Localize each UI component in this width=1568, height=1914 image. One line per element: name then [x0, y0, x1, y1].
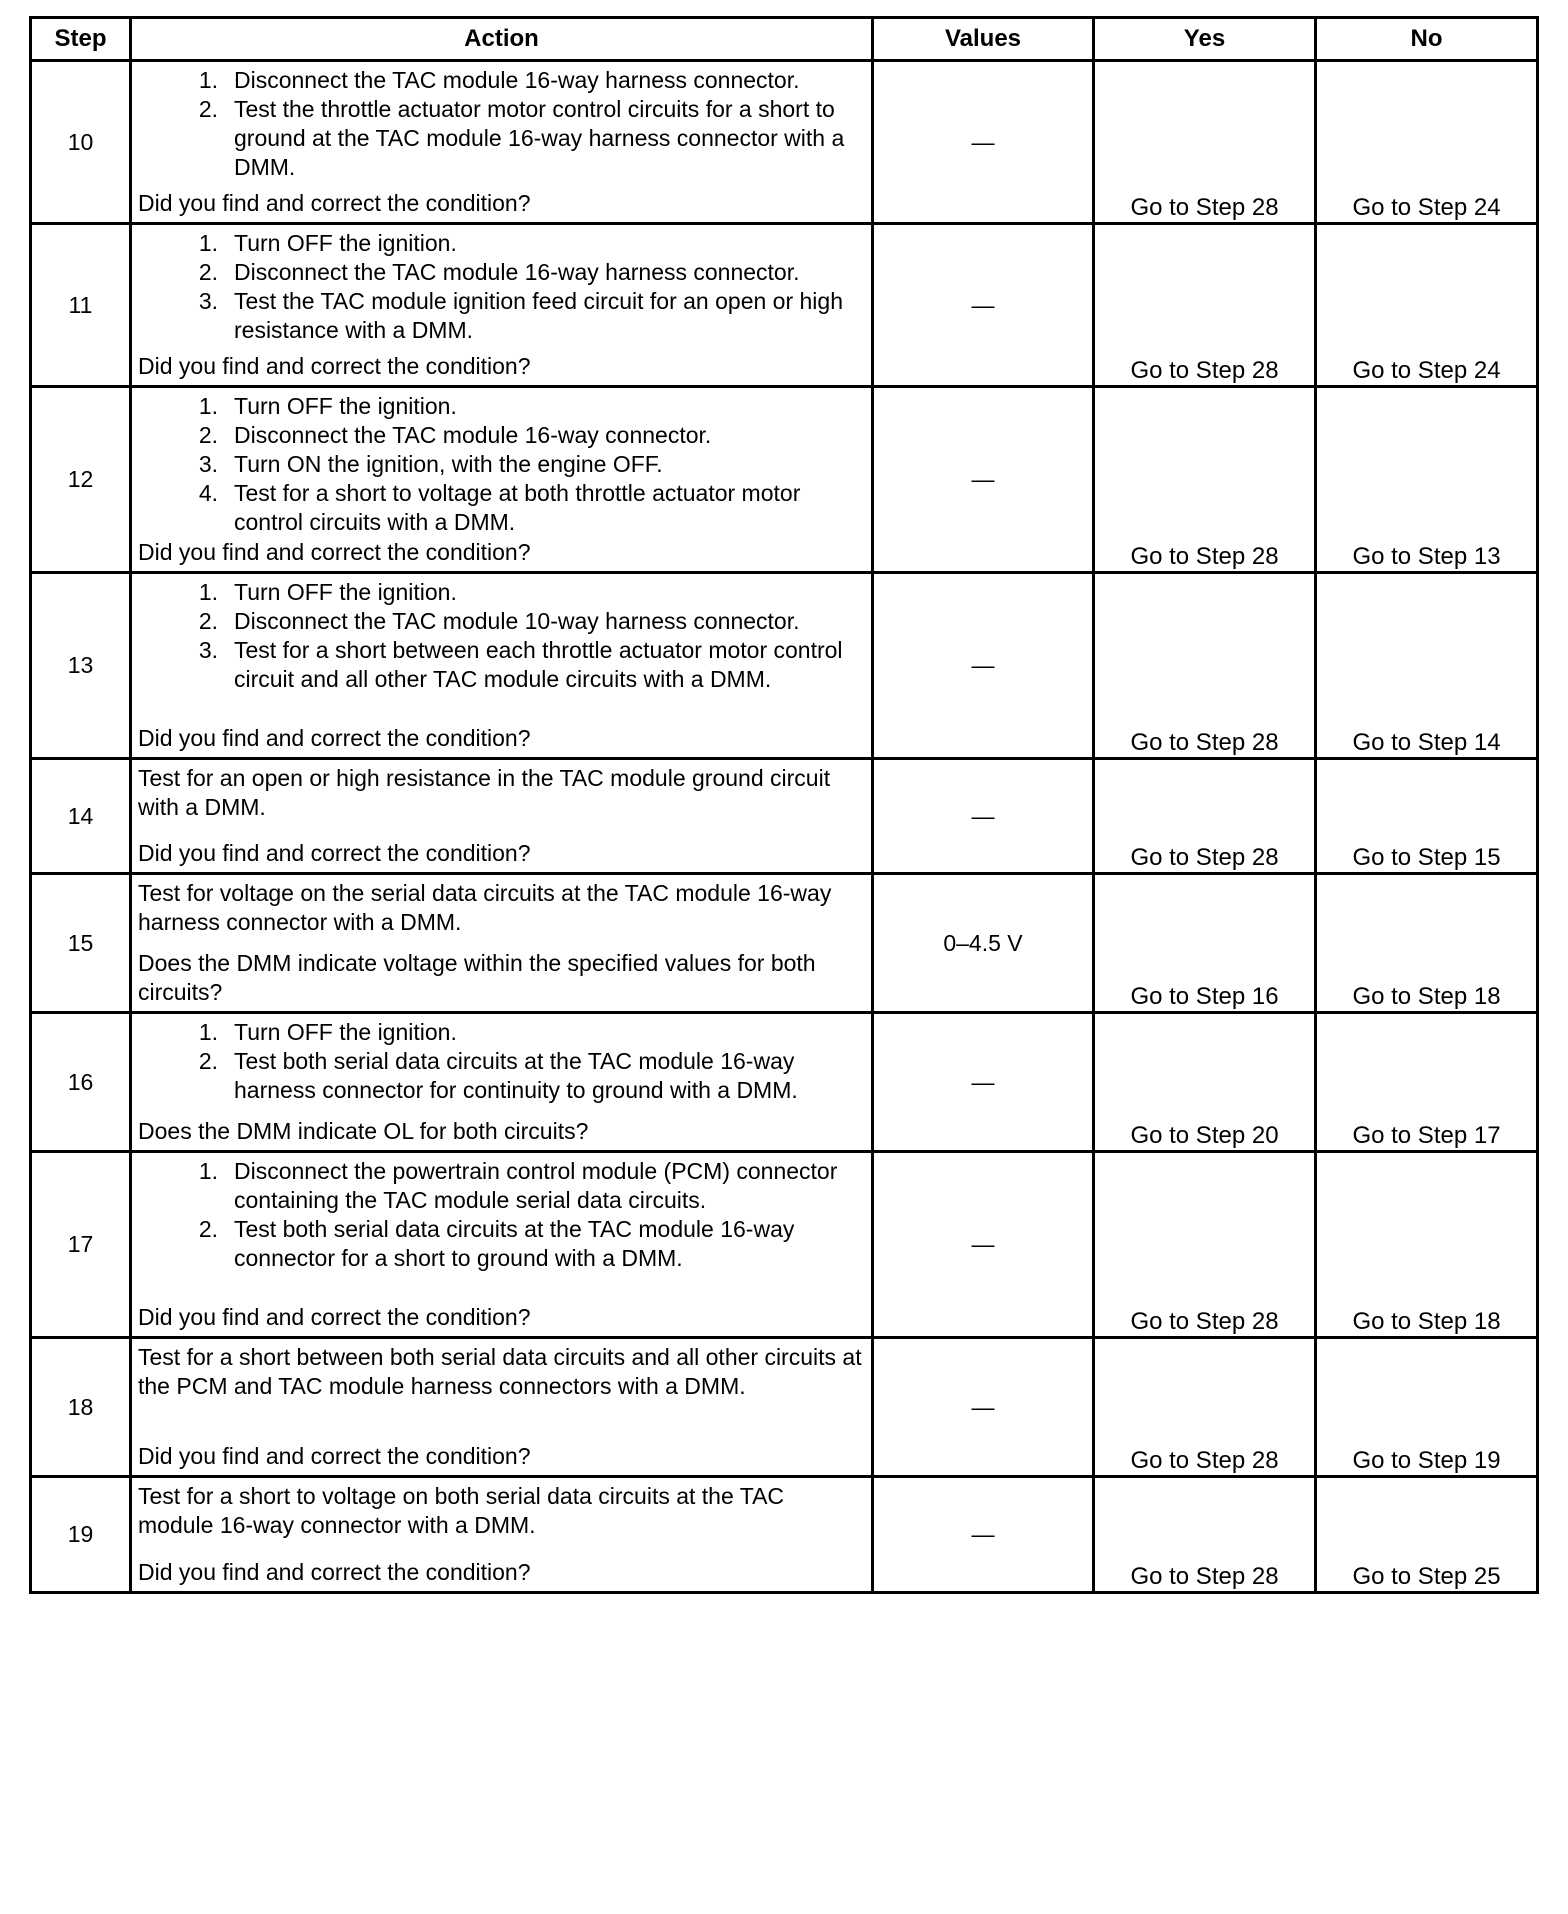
table-row — [31, 1013, 1538, 1152]
action-step-number: 3. — [198, 451, 218, 477]
action-step-text: Disconnect the TAC module 10-way harness connector. — [234, 608, 800, 634]
action-step-number: 1. — [198, 1158, 218, 1184]
values-cell: — — [873, 573, 1094, 759]
action-step-text: Disconnect the TAC module 16-way connector. — [234, 422, 712, 448]
yes-result: Go to Step 28 — [1094, 759, 1316, 874]
action-instructions — [138, 578, 863, 694]
step-number: 12 — [31, 387, 131, 573]
table-body — [31, 61, 1538, 1593]
action-step — [138, 636, 863, 694]
action-question: Did you find and correct the condition? — [138, 1559, 531, 1585]
action-instructions — [138, 1482, 863, 1540]
action-step-number: 1. — [198, 579, 218, 605]
header-step: Step — [31, 18, 131, 61]
action-question: Did you find and correct the condition? — [138, 840, 531, 866]
action-question: Did you find and correct the condition? — [138, 725, 531, 751]
action-intro: Test for a short to voltage on both serial data circuits at the TAC module 16-way connector with a DMM. — [138, 1483, 785, 1538]
yes-result: Go to Step 28 — [1094, 224, 1316, 387]
action-step-number: 1. — [198, 393, 218, 419]
action-cell — [131, 759, 873, 874]
action-content — [132, 760, 871, 872]
values-cell: — — [873, 1152, 1094, 1338]
no-result: Go to Step 25 — [1316, 1477, 1538, 1593]
action-step-text: Test both serial data circuits at the TAC module 16-way harness connector for continuity to ground with a DMM. — [234, 1048, 798, 1103]
action-content — [132, 225, 871, 385]
action-intro: Test for voltage on the serial data circuits at the TAC module 16-way harness connector with a DMM. — [138, 880, 832, 935]
action-cell — [131, 224, 873, 387]
action-content — [132, 388, 871, 571]
table-row — [31, 1152, 1538, 1338]
step-number: 11 — [31, 224, 131, 387]
action-step-number: 2. — [198, 422, 218, 448]
action-steps-list — [138, 392, 863, 537]
action-step — [138, 392, 863, 421]
no-result: Go to Step 18 — [1316, 874, 1538, 1013]
action-step — [138, 479, 863, 537]
action-question: Did you find and correct the condition? — [138, 353, 531, 379]
values-cell: — — [873, 61, 1094, 224]
header-row — [31, 18, 1538, 61]
yes-result: Go to Step 28 — [1094, 61, 1316, 224]
action-instructions — [138, 1018, 863, 1105]
action-step-number: 2. — [198, 608, 218, 634]
action-steps-list — [138, 1018, 863, 1105]
action-step — [138, 95, 863, 182]
action-step — [138, 1215, 863, 1273]
action-content — [132, 574, 871, 757]
action-step-text: Test both serial data circuits at the TAC module 16-way connector for a short to ground with a DMM. — [234, 1216, 795, 1271]
values-cell: — — [873, 1013, 1094, 1152]
no-result: Go to Step 15 — [1316, 759, 1538, 874]
yes-result: Go to Step 28 — [1094, 1152, 1316, 1338]
header-action: Action — [131, 18, 873, 61]
action-step-text: Test the TAC module ignition feed circuit for an open or high resistance with a DMM. — [234, 288, 843, 343]
action-step-number: 3. — [198, 288, 218, 314]
step-number: 16 — [31, 1013, 131, 1152]
table-row — [31, 874, 1538, 1013]
action-instructions — [138, 1343, 863, 1401]
action-step — [138, 229, 863, 258]
action-question: Does the DMM indicate voltage within the specified values for both circuits? — [138, 950, 816, 1005]
action-step-number: 2. — [198, 1048, 218, 1074]
action-content — [132, 875, 871, 1011]
action-step-number: 2. — [198, 1216, 218, 1242]
step-number: 19 — [31, 1477, 131, 1593]
action-content — [132, 1014, 871, 1150]
action-step-text: Disconnect the powertrain control module (PCM) connector containing the TAC module serial data circuits. — [234, 1158, 838, 1213]
step-number: 18 — [31, 1338, 131, 1477]
step-number: 15 — [31, 874, 131, 1013]
action-step — [138, 258, 863, 287]
action-instructions — [138, 66, 863, 182]
no-result: Go to Step 19 — [1316, 1338, 1538, 1477]
action-cell — [131, 573, 873, 759]
action-instructions — [138, 1157, 863, 1273]
action-step-text: Test for a short between each throttle actuator motor control circuit and all other TAC module circuits with a DMM. — [234, 637, 843, 692]
action-intro: Test for an open or high resistance in the TAC module ground circuit with a DMM. — [138, 765, 831, 820]
header-yes: Yes — [1094, 18, 1316, 61]
action-steps-list — [138, 229, 863, 345]
action-step — [138, 1157, 863, 1215]
yes-result: Go to Step 28 — [1094, 1338, 1316, 1477]
action-instructions — [138, 392, 863, 537]
no-result: Go to Step 17 — [1316, 1013, 1538, 1152]
values-cell: — — [873, 1338, 1094, 1477]
action-step-text: Test for a short to voltage at both throttle actuator motor control circuits with a DMM. — [234, 480, 801, 535]
table-row — [31, 387, 1538, 573]
action-content — [132, 1153, 871, 1336]
values-cell: 0–4.5 V — [873, 874, 1094, 1013]
action-steps-list — [138, 66, 863, 182]
action-step-text: Test the throttle actuator motor control circuits for a short to ground at the TAC module 16-way harness connector with a DMM. — [234, 96, 845, 180]
values-cell: — — [873, 1477, 1094, 1593]
table-row — [31, 573, 1538, 759]
table-row — [31, 224, 1538, 387]
action-step-text: Turn OFF the ignition. — [234, 579, 457, 605]
values-cell: — — [873, 224, 1094, 387]
action-question: Did you find and correct the condition? — [138, 539, 531, 565]
action-intro: Test for a short between both serial data circuits and all other circuits at the PCM and TAC module harness connectors with a DMM. — [138, 1344, 862, 1399]
no-result: Go to Step 13 — [1316, 387, 1538, 573]
action-steps-list — [138, 578, 863, 694]
no-result: Go to Step 14 — [1316, 573, 1538, 759]
yes-result: Go to Step 28 — [1094, 1477, 1316, 1593]
action-step-number: 4. — [198, 480, 218, 506]
action-cell — [131, 874, 873, 1013]
step-number: 14 — [31, 759, 131, 874]
action-step-text: Disconnect the TAC module 16-way harness connector. — [234, 67, 800, 93]
no-result: Go to Step 24 — [1316, 61, 1538, 224]
table-row — [31, 61, 1538, 224]
action-step-text: Turn OFF the ignition. — [234, 393, 457, 419]
action-instructions — [138, 879, 863, 937]
step-number: 10 — [31, 61, 131, 224]
action-step — [138, 578, 863, 607]
action-step — [138, 1018, 863, 1047]
table-row — [31, 1477, 1538, 1593]
action-content — [132, 1339, 871, 1475]
action-cell — [131, 1152, 873, 1338]
diagnostic-table-wrapper — [29, 16, 1539, 1594]
values-cell: — — [873, 759, 1094, 874]
action-instructions — [138, 764, 863, 822]
yes-result: Go to Step 28 — [1094, 573, 1316, 759]
action-step-number: 2. — [198, 96, 218, 122]
action-step — [138, 1047, 863, 1105]
action-step-text: Disconnect the TAC module 16-way harness connector. — [234, 259, 800, 285]
action-cell — [131, 1013, 873, 1152]
action-cell — [131, 387, 873, 573]
action-steps-list — [138, 1157, 863, 1273]
action-cell — [131, 61, 873, 224]
no-result: Go to Step 24 — [1316, 224, 1538, 387]
action-instructions — [138, 229, 863, 345]
action-cell — [131, 1338, 873, 1477]
action-step-text: Turn OFF the ignition. — [234, 230, 457, 256]
action-question: Did you find and correct the condition? — [138, 190, 531, 216]
action-step — [138, 607, 863, 636]
yes-result: Go to Step 28 — [1094, 387, 1316, 573]
action-step-number: 1. — [198, 1019, 218, 1045]
step-number: 17 — [31, 1152, 131, 1338]
step-number: 13 — [31, 573, 131, 759]
action-content — [132, 1478, 871, 1591]
action-cell — [131, 1477, 873, 1593]
action-step-number: 1. — [198, 67, 218, 93]
action-step-text: Turn OFF the ignition. — [234, 1019, 457, 1045]
action-step-number: 2. — [198, 259, 218, 285]
action-step — [138, 421, 863, 450]
values-cell: — — [873, 387, 1094, 573]
action-question: Did you find and correct the condition? — [138, 1443, 531, 1469]
action-step — [138, 450, 863, 479]
action-question: Does the DMM indicate OL for both circuits? — [138, 1118, 589, 1144]
action-step — [138, 287, 863, 345]
action-content — [132, 62, 871, 222]
no-result: Go to Step 18 — [1316, 1152, 1538, 1338]
table-row — [31, 1338, 1538, 1477]
diagnostic-table — [29, 16, 1539, 1594]
action-step-number: 1. — [198, 230, 218, 256]
yes-result: Go to Step 20 — [1094, 1013, 1316, 1152]
yes-result: Go to Step 16 — [1094, 874, 1316, 1013]
header-values: Values — [873, 18, 1094, 61]
action-question: Did you find and correct the condition? — [138, 1304, 531, 1330]
action-step-text: Turn ON the ignition, with the engine OFF. — [234, 451, 663, 477]
header-no: No — [1316, 18, 1538, 61]
table-row — [31, 759, 1538, 874]
action-step-number: 3. — [198, 637, 218, 663]
action-step — [138, 66, 863, 95]
